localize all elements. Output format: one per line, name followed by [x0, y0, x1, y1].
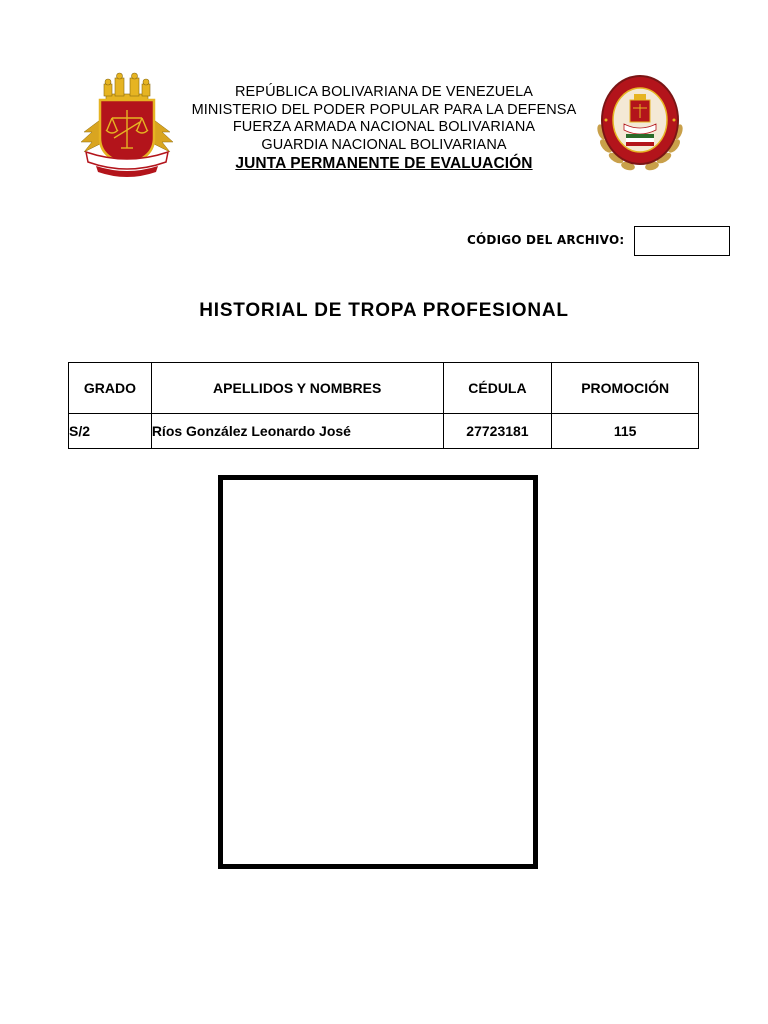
photo-frame — [218, 475, 538, 869]
crown-icon — [104, 73, 150, 100]
codigo-archivo-label: CÓDIGO DEL ARCHIVO: — [467, 233, 625, 247]
codigo-archivo-field[interactable] — [634, 226, 730, 256]
header-grado: GRADO — [69, 363, 152, 414]
header-line-fuerza-armada: FUERZA ARMADA NACIONAL BOLIVARIANA — [232, 119, 536, 135]
header-line-guardia: GUARDIA NACIONAL BOLIVARIANA — [261, 136, 507, 153]
cell-promocion: 115 — [552, 414, 699, 449]
cell-nombre: Ríos González Leonardo José — [151, 414, 443, 449]
header-line-republica: REPÚBLICA BOLIVARIANA DE VENEZUELA — [234, 84, 534, 100]
header-block — [170, 84, 598, 174]
table-row — [69, 414, 699, 449]
gnb-coat-of-arms-logo — [78, 72, 176, 180]
table-header-row — [69, 363, 699, 414]
junta-permanente-badge-logo — [590, 70, 690, 176]
header-line-ministerio: MINISTERIO DEL PODER POPULAR PARA LA DEFENSA — [191, 101, 577, 118]
header-cedula: CÉDULA — [443, 363, 552, 414]
header-promocion: PROMOCIÓN — [552, 363, 699, 414]
header-junta-title: JUNTA PERMANENTE DE EVALUACIÓN — [235, 155, 533, 172]
page-title: HISTORIAL DE TROPA PROFESIONAL — [199, 300, 569, 321]
cell-cedula: 27723181 — [443, 414, 552, 449]
cell-grado: S/2 — [69, 414, 152, 449]
tropa-data-table — [68, 362, 699, 449]
header-apellidos-nombres: APELLIDOS Y NOMBRES — [151, 363, 443, 414]
wing-left-icon — [81, 120, 100, 152]
